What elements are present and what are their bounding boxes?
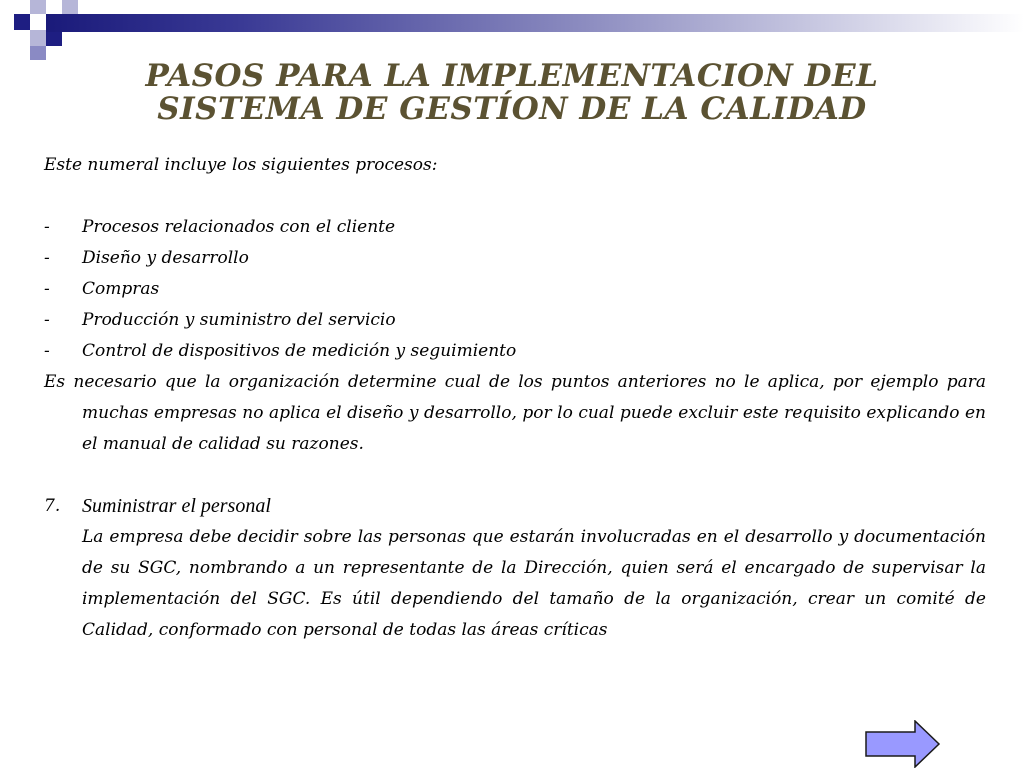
bullet-mark: -: [44, 217, 50, 237]
header-square: [62, 0, 78, 14]
slide-title: [40, 60, 984, 126]
spacer: [44, 460, 986, 491]
list-item-text: Diseño y desarrollo: [82, 248, 249, 268]
next-slide-button[interactable]: [865, 720, 941, 768]
header-square: [30, 0, 46, 14]
bullet-mark: -: [44, 310, 50, 330]
title-line: SISTEMA DE GESTÍON DE LA CALIDAD: [157, 91, 867, 127]
bullet-mark: -: [44, 248, 50, 268]
intro-text: Este numeral incluye los siguientes procesos:: [44, 155, 438, 175]
header-square: [30, 30, 46, 46]
list-item-text: Compras: [82, 279, 160, 299]
header-square: [46, 30, 62, 46]
list-item: [44, 336, 986, 367]
section-number: 7.: [44, 496, 61, 516]
list-item: [44, 305, 986, 336]
header-square: [14, 14, 30, 30]
bullet-mark: -: [44, 341, 50, 361]
list-item-text: Control de dispositivos de medición y seguimiento: [82, 341, 517, 361]
section-heading-row: [44, 491, 986, 522]
header-square: [30, 46, 46, 60]
bullet-mark: -: [44, 279, 50, 299]
title-line: PASOS PARA LA IMPLEMENTACION DEL: [145, 58, 879, 94]
right-arrow-icon[interactable]: [866, 721, 939, 767]
list-item-text: Procesos relacionados con el cliente: [82, 217, 396, 237]
list-item: [44, 212, 986, 243]
spacer: [44, 181, 986, 212]
list-item: [44, 243, 986, 274]
list-item: [44, 274, 986, 305]
list-item-text: Producción y suministro del servicio: [82, 310, 396, 330]
slide-content: [44, 150, 986, 646]
section-body: La empresa debe decidir sobre las personas que estarán involucradas en el desarrollo y documentación de su SGC, nombrando a un representante de la Dirección, quien será el encargado de supervisar la implementación del SGC. Es útil dependiendo del tamaño de la organización, crear un comité de Calidad, conformado con personal de todas las áreas críticas: [82, 527, 986, 640]
section-heading: Suministrar el personal: [82, 495, 271, 517]
explanation-paragraph: Es necesario que la organización determine cual de los puntos anteriores no le aplica, por ejemplo para muchas empresas no aplica el diseño y desarrollo, por lo cual puede excluir este requisito explicando en el manual de calidad su razones.: [44, 372, 986, 454]
header-bar: [46, 14, 1024, 32]
